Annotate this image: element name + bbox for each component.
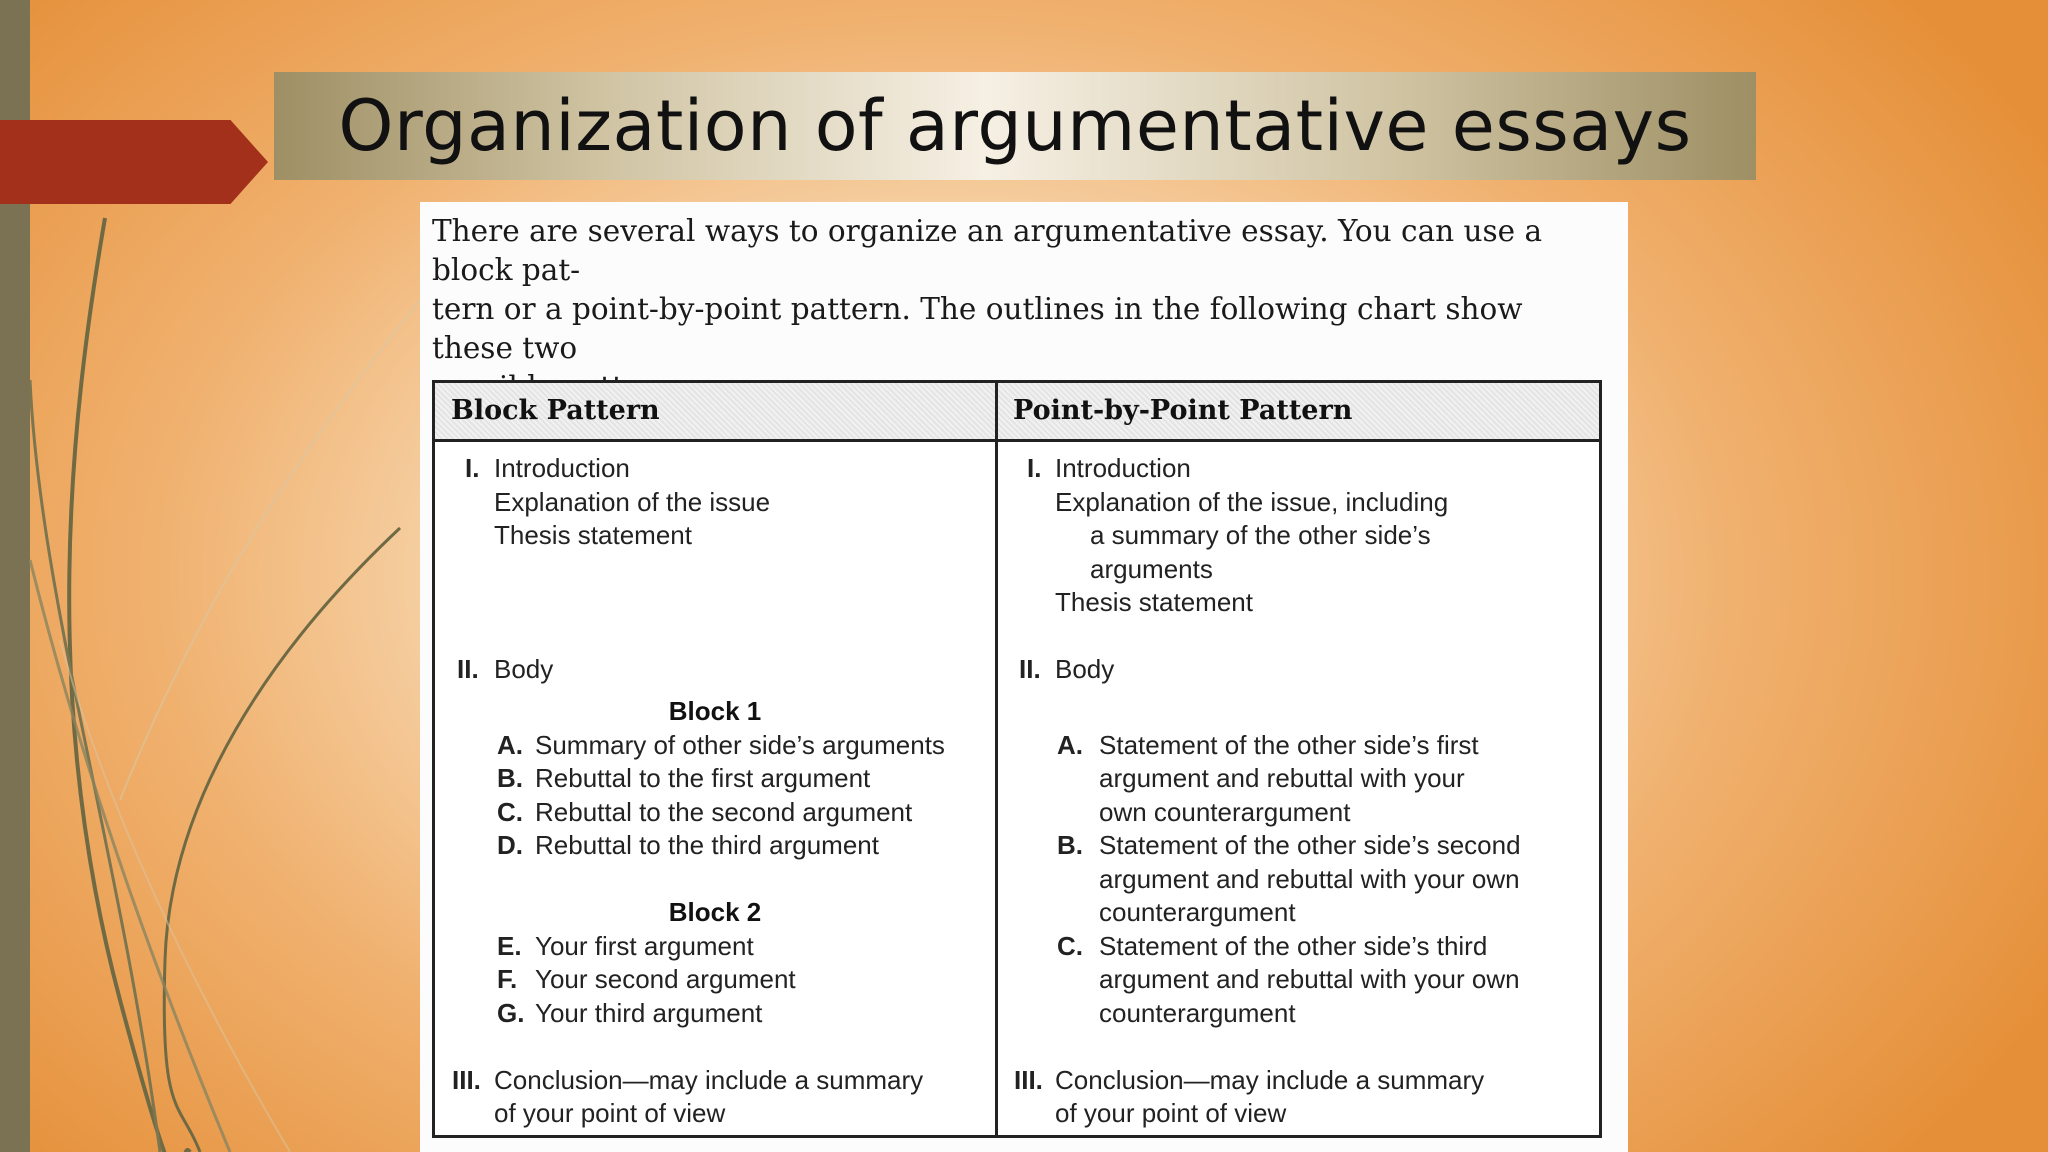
- block-conclusion-text: of your point of view: [494, 1098, 726, 1128]
- point-item-line: Statement of the other side’s second: [1099, 830, 1521, 860]
- point-item-line: Statement of the other side’s third: [1099, 931, 1488, 961]
- point-conclusion-numeral: III.: [1014, 1065, 1043, 1095]
- block-body-numeral: II.: [457, 654, 479, 684]
- block1-letter: D.: [497, 830, 523, 860]
- column-divider: [995, 383, 998, 1135]
- block-body-heading: Body: [494, 654, 554, 684]
- block-intro-item: Explanation of the issue: [494, 487, 771, 517]
- point-conclusion-text: Conclusion—may include a summary: [1055, 1065, 1485, 1095]
- header-point-by-point: Point-by-Point Pattern: [1013, 395, 1353, 426]
- block2-heading: Block 2: [668, 897, 762, 927]
- block1-item: Rebuttal to the first argument: [535, 763, 871, 793]
- header-block-pattern: Block Pattern: [451, 395, 660, 426]
- block2-item: Your first argument: [535, 931, 754, 961]
- block1-item: Summary of other side’s arguments: [535, 730, 945, 760]
- point-intro-line: arguments: [1090, 554, 1213, 584]
- point-conclusion-text: of your point of view: [1055, 1098, 1287, 1128]
- block1-letter: A.: [497, 730, 523, 760]
- block1-item: Rebuttal to the third argument: [535, 830, 879, 860]
- point-item-line: argument and rebuttal with your: [1099, 763, 1465, 793]
- point-body-numeral: II.: [1019, 654, 1041, 684]
- pattern-table: [432, 380, 1602, 1138]
- block2-item: Your third argument: [535, 998, 763, 1028]
- point-item-line: argument and rebuttal with your own: [1099, 864, 1520, 894]
- slide-title: Organization of argumentative essays: [338, 85, 1692, 167]
- intro-paragraph: [432, 212, 1612, 407]
- block1-item: Rebuttal to the second argument: [535, 797, 913, 827]
- block2-item: Your second argument: [535, 964, 796, 994]
- block-conclusion-text: Conclusion—may include a summary: [494, 1065, 924, 1095]
- block2-letter: F.: [497, 964, 518, 994]
- intro-line-1: There are several ways to organize an argumentative essay. You can use a block pat-: [432, 214, 1543, 287]
- block2-letter: G.: [497, 998, 525, 1028]
- point-intro-heading: Introduction: [1055, 453, 1191, 483]
- point-intro-line: a summary of the other side’s: [1090, 520, 1431, 550]
- block-intro-heading: Introduction: [494, 453, 630, 483]
- point-item-letter: B.: [1057, 830, 1083, 860]
- title-banner: [274, 72, 1756, 180]
- point-body-heading: Body: [1055, 654, 1115, 684]
- point-item-line: counterargument: [1099, 897, 1296, 927]
- block-intro-item: Thesis statement: [494, 520, 692, 550]
- block1-heading: Block 1: [668, 696, 762, 726]
- block1-letter: B.: [497, 763, 523, 793]
- red-arrow-accent: [0, 120, 268, 204]
- scanned-document: [420, 202, 1628, 1152]
- point-item-line: argument and rebuttal with your own: [1099, 964, 1520, 994]
- point-intro-line: Explanation of the issue, including: [1055, 487, 1449, 517]
- block1-letter: C.: [497, 797, 523, 827]
- point-item-line: counterargument: [1099, 998, 1296, 1028]
- point-item-line: Statement of the other side’s first: [1099, 730, 1479, 760]
- point-item-letter: A.: [1057, 730, 1083, 760]
- intro-line-2: tern or a point-by-point pattern. The outlines in the following chart show these two: [432, 292, 1523, 365]
- point-item-letter: C.: [1057, 931, 1083, 961]
- point-item-line: own counterargument: [1099, 797, 1351, 827]
- block2-letter: E.: [497, 931, 522, 961]
- point-intro-line: Thesis statement: [1055, 587, 1253, 617]
- block-intro-numeral: I.: [465, 453, 480, 483]
- block-conclusion-numeral: III.: [452, 1065, 481, 1095]
- point-intro-numeral: I.: [1027, 453, 1042, 483]
